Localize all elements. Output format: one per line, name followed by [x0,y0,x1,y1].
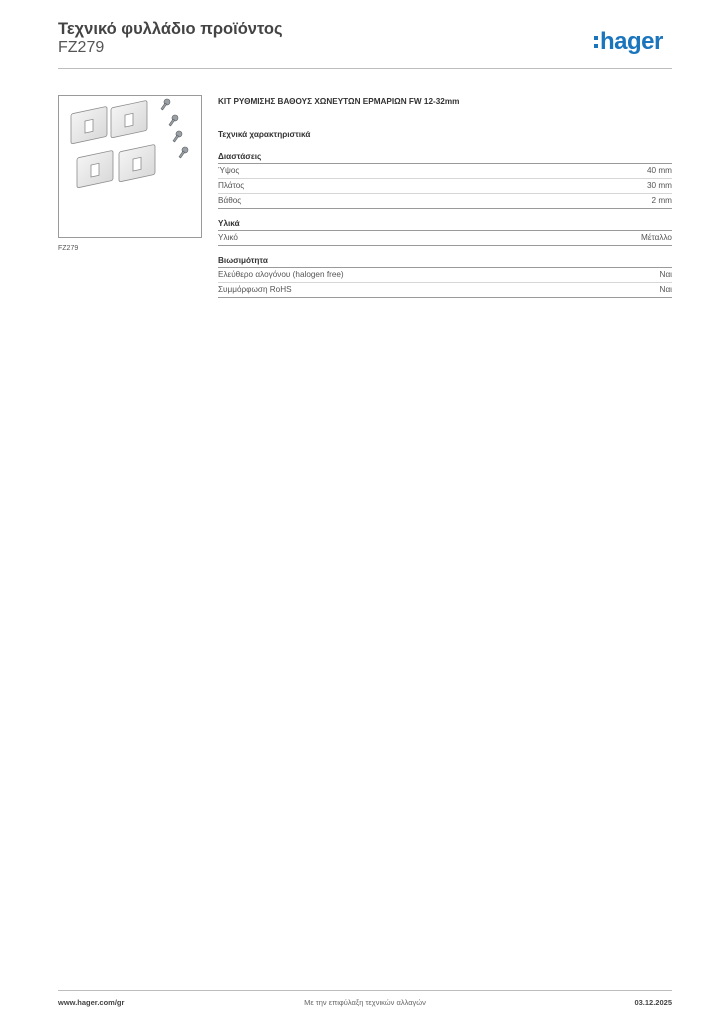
spec-label: Ύψος [218,166,240,175]
footer-divider [58,990,672,991]
spec-value: 2 mm [651,196,672,205]
spec-group-dimensions [218,152,672,209]
spec-group-materials [218,219,672,246]
spec-value: Μέταλλο [641,233,672,242]
section-heading: Τεχνικά χαρακτηριστικά [218,130,311,139]
product-title: ΚΙΤ ΡΥΘΜΙΣΗΣ ΒΑΘΟΥΣ ΧΩΝΕΥΤΩΝ ΕΡΜΑΡΙΩΝ FW 12-32mm [218,97,460,106]
product-details [218,97,672,298]
document-title: Τεχνικό φυλλάδιο προϊόντος [58,20,283,38]
hager-logo [594,28,663,56]
spec-row [218,179,672,194]
spec-row [218,231,672,246]
spec-label: Πλάτος [218,181,245,190]
logo-dots-icon [594,36,598,48]
footer-date: 03.12.2025 [634,998,672,1007]
group-heading: Βιωσιμότητα [218,256,672,268]
group-heading: Υλικά [218,219,672,231]
product-image [58,95,202,238]
spec-value: Ναι [659,285,672,294]
website-link[interactable]: www.hager.com/gr [58,998,125,1007]
image-caption: FZ279 [58,245,79,252]
group-heading: Διαστάσεις [218,152,672,164]
spec-label: Υλικό [218,233,238,242]
spec-row [218,283,672,298]
footer-notice: Με την επιφύλαξη τεχνικών αλλαγών [304,998,426,1007]
product-code: FZ279 [58,39,105,56]
spec-label: Βάθος [218,196,242,205]
header-divider [58,68,672,69]
spec-value: Ναι [659,270,672,279]
spec-row [218,194,672,209]
spec-value: 30 mm [646,181,672,190]
spec-row [218,268,672,283]
spec-value: 40 mm [646,166,672,175]
spec-row [218,164,672,179]
spec-label: Ελεύθερο αλογόνου (halogen free) [218,270,344,279]
metal-plates-illustration [59,96,201,237]
spec-label: Συμμόρφωση RoHS [218,285,292,294]
spec-group-sustainability [218,256,672,298]
logo-text: hager [600,28,663,55]
